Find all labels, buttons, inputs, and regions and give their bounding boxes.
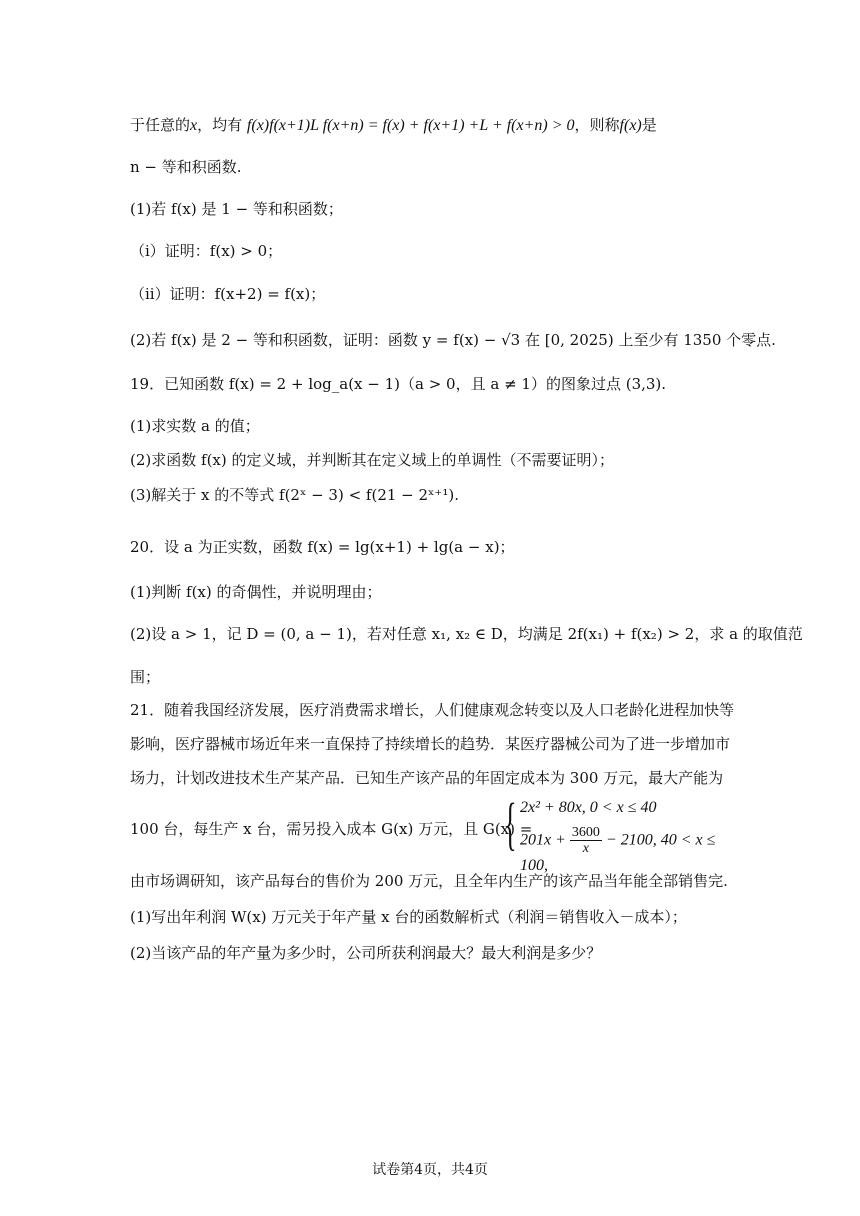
text-line: 场力，计划改进技术生产某产品．已知生产该产品的年固定成本为 300 万元，最大产能为: [130, 769, 724, 787]
question-part: (2)设 a > 1，记 D = (0, a − 1)，若对任意 x₁, x₂ ∈ D，均满足 2f(x₁) + f(x₂) > 2，求 a 的取值范: [130, 625, 803, 643]
case-term: − 2100, 40 < x ≤ 100: [520, 831, 716, 874]
question-part: (1)若 f(x) 是 1 − 等和积函数；: [130, 200, 343, 218]
question-subpart: （ii）证明：f(x+2) = f(x)；: [130, 285, 326, 303]
fraction-denominator: x: [582, 841, 590, 857]
fraction: [570, 825, 602, 857]
text-line: 围；: [130, 668, 161, 686]
question-subpart: （i）证明：f(x) > 0；: [130, 242, 283, 260]
piecewise-lead: 100 台，每生产 x 台，需另投入成本 G(x) 万元，且 G(x) =: [130, 820, 533, 838]
text-segment: ，均有: [197, 116, 243, 134]
question-19: 19．已知函数 f(x) = 2 + log_a(x − 1)（a > 0，且 a ≠ 1）的图象过点 (3,3).: [130, 375, 667, 393]
text-line: n − 等和积函数.: [130, 158, 242, 176]
text-line: 由市场调研知，该产品每台的售价为 200 万元，且全年内生产的该产品当年能全部销售完.: [130, 872, 728, 890]
brace-symbol: {: [504, 791, 517, 856]
piecewise-case-2: [520, 825, 730, 875]
piecewise-definition: [130, 791, 730, 874]
question-21: 21．随着我国经济发展，医疗消费需求增长，人们健康观念转变以及人口老龄化进程加快等: [130, 701, 735, 719]
fraction-numerator: 3600: [571, 825, 600, 840]
question-part: (1)写出年利润 W(x) 万元关于年产量 x 台的函数解析式（利润＝销售收入－成本）；: [130, 908, 687, 926]
question-part: (3)解关于 x 的不等式 f(2ˣ − 3) < f(21 − 2ˣ⁺¹).: [130, 486, 459, 504]
page-footer: 试卷第4页，共4页: [372, 1162, 488, 1178]
text-segment: ，则称: [574, 116, 620, 134]
text-segment: 于任意的: [130, 116, 191, 134]
math-expression: f(x)f(x+1)L f(x+n) = f(x) + f(x+1) +L + f(x+n) > 0: [246, 117, 575, 134]
punctuation: ,: [544, 856, 548, 874]
question-part: (1)判断 f(x) 的奇偶性，并说明理由；: [130, 583, 382, 601]
question-20: 20．设 a 为正实数，函数 f(x) = lg(x+1) + lg(a − x)；: [130, 538, 515, 556]
case-term: 201x +: [520, 831, 566, 849]
piecewise-case-1: 2x² + 80x, 0 < x ≤ 40: [520, 799, 657, 816]
math-expression: f(x): [619, 117, 642, 134]
math-var: x: [190, 117, 198, 134]
question-part: (2)求函数 f(x) 的定义域，并判断其在定义域上的单调性（不需要证明）；: [130, 451, 615, 469]
question-part: (1)求实数 a 的值；: [130, 417, 260, 435]
text-segment: 是: [641, 116, 657, 134]
text-line: [130, 118, 657, 134]
question-part: (2)当该产品的年产量为多少时，公司所获利润最大？最大利润是多少？: [130, 944, 602, 962]
question-part: (2)若 f(x) 是 2 − 等和积函数，证明：函数 y = f(x) − √3 在 [0, 2025) 上至少有 1350 个零点.: [130, 331, 776, 349]
text-line: 影响，医疗器械市场近年来一直保持了持续增长的趋势．某医疗器械公司为了进一步增加市: [130, 735, 731, 753]
